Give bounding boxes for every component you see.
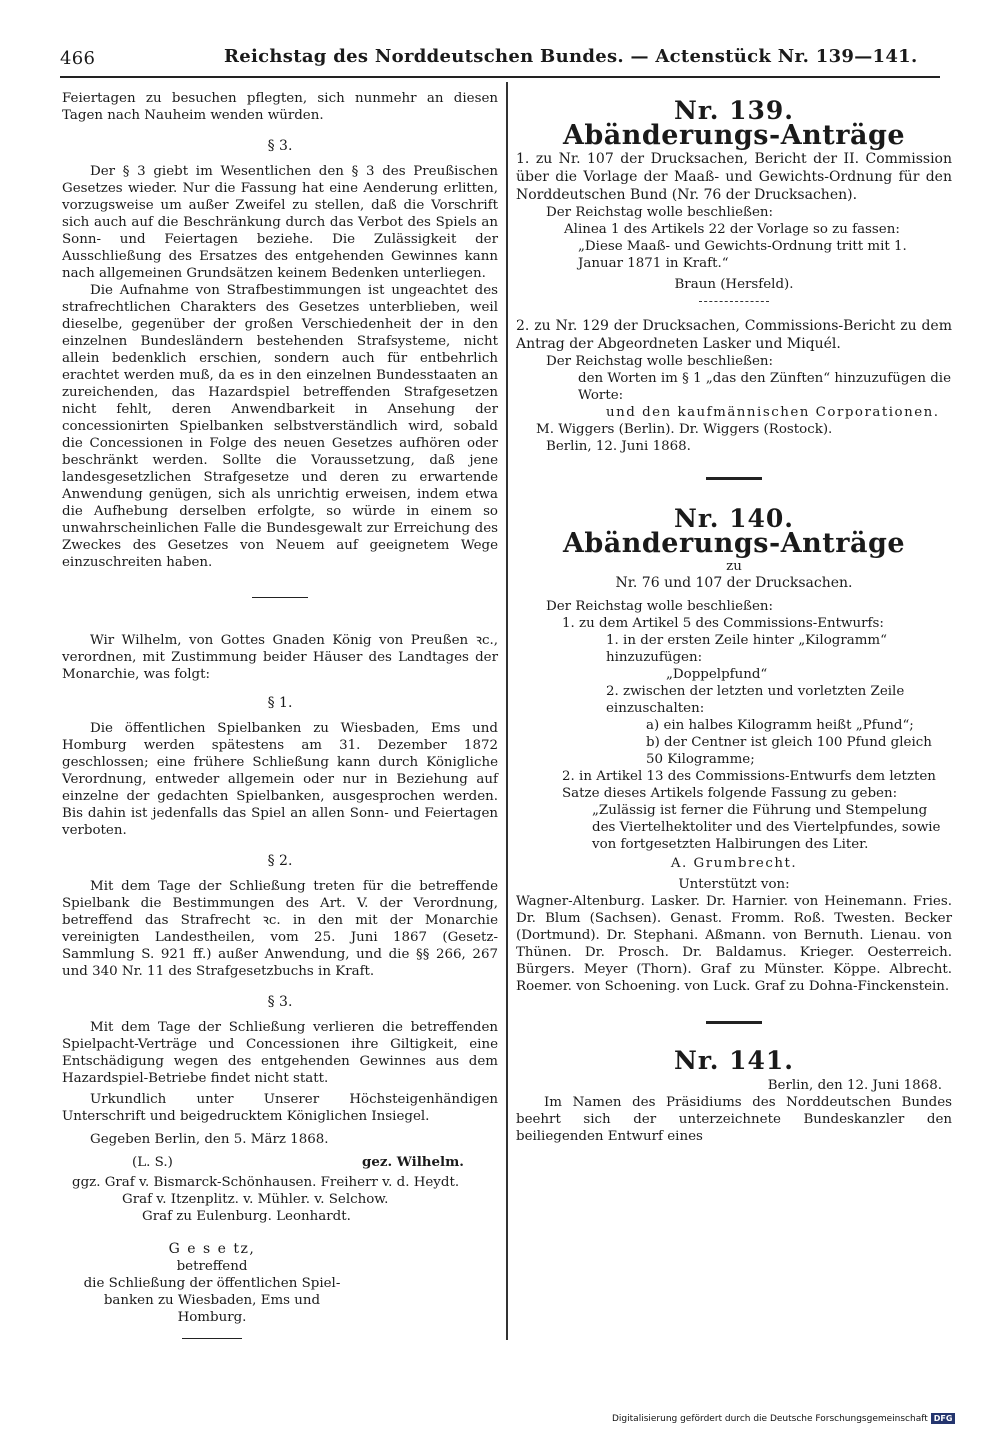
motion-text: Der Reichstag wolle beschließen: <box>546 599 774 614</box>
paragraph: Im Namen des Präsidiums des Norddeutschen Bundes beehrt sich der unterzeichnete Bundeskanzler den beiliegenden Entwurf eines <box>516 1095 952 1144</box>
law-title: Homburg. <box>177 1310 247 1325</box>
section-heading: § 3. <box>267 994 293 1010</box>
separator <box>252 597 308 598</box>
document-number: Nr. 141. <box>673 1046 795 1075</box>
column-divider <box>506 82 508 1340</box>
left-column <box>62 90 498 1339</box>
motion-text: 1. in der ersten Zeile hinter „Kilogramm“ hinzuzufügen: <box>606 633 887 665</box>
separator <box>706 477 762 480</box>
section-heading: § 3. <box>267 138 293 154</box>
separator <box>699 301 769 303</box>
date-line: Berlin, den 12. Juni 1868. <box>767 1078 942 1093</box>
paragraph: Urkundlich unter Unserer Höchsteigenhändigen Unterschrift und beigedrucktem Königlichen Insiegel. <box>62 1092 498 1124</box>
subtitle: Nr. 76 und 107 der Drucksachen. <box>615 575 853 591</box>
supporters-label: Unterstützt von: <box>678 877 790 892</box>
document-title: Abänderungs-Anträge <box>562 528 906 559</box>
paragraph: Der § 3 giebt im Wesentlichen den § 3 des Preußischen Gesetzes wieder. Nur die Fassung hat eine Aenderung erlitten, vorzugsweise um außer Zweifel zu stellen, daß die Vorschrift sich auch auf die Beschränkung durch das Verbot des Spiels an Sonn- und Feiertagen beziehe. Die Zulässigkeit der Ausschließung des Ersatzes des entgehenden Gewinnes kann nach allgemeinen Grundsätzen keinem Bedenken unterliegen. <box>62 164 498 281</box>
separator <box>706 1021 762 1024</box>
countersignature: ggz. Graf v. Bismarck-Schönhausen. Freiherr v. d. Heydt. <box>72 1175 460 1190</box>
paragraph: Feiertagen zu besuchen pflegten, sich nunmehr an diesen Tagen nach Nauheim wenden würden. <box>62 91 498 123</box>
preamble: Wir Wilhelm, von Gottes Gnaden König von Preußen ꝛc., verordnen, mit Zustimmung beider Häuser des Landtages der Monarchie, was folgt: <box>62 633 498 682</box>
header-rule <box>60 76 940 78</box>
law-title: banken zu Wiesbaden, Ems und <box>103 1293 321 1308</box>
document-number: Nr. 139. <box>673 96 795 125</box>
dfg-logo: DFG <box>931 1413 956 1424</box>
date-line: Gegeben Berlin, den 5. März 1868. <box>90 1132 329 1147</box>
motion-text: 1. zu dem Artikel 5 des Commissions-Entwurfs: <box>562 616 884 631</box>
motion-text: „Zulässig ist ferner die Führung und Stempelung des Viertelhektoliter und des Viertelpfundes, sowie von fortgesetzten Halbirungen des Liter. <box>592 803 941 852</box>
motion-item: 1. zu Nr. 107 der Drucksachen, Bericht der II. Commission über die Vorlage der Maaß- und Gewichts-Ordnung für den Norddeutschen Bund (Nr. 76 der Drucksachen). <box>516 151 952 203</box>
page-number: 466 <box>60 48 96 69</box>
section-heading: § 1. <box>267 695 293 711</box>
paragraph: Die öffentlichen Spielbanken zu Wiesbaden, Ems und Homburg werden spätestens am 31. Dezember 1872 geschlossen; eine frühere Schließung kann durch Königliche Verordnung, entweder allgemein oder nur in Beziehung auf einzelne der gedachten Spielbanken, ausgesprochen werden. Bis dahin ist jedenfalls das Spiel an allen Sonn- und Feiertagen verboten. <box>62 721 498 838</box>
signature-row <box>62 1154 498 1174</box>
motion-item: 2. zu Nr. 129 der Drucksachen, Commissions-Bericht zu dem Antrag der Abgeordneten Lasker und Miquél. <box>516 318 952 352</box>
motion-text: den Worten im § 1 „das den Zünften“ hinzuzufügen die Worte: <box>578 371 952 403</box>
signatory: M. Wiggers (Berlin). Dr. Wiggers (Rostock). <box>536 422 833 437</box>
running-title: Reichstag des Norddeutschen Bundes. — Actenstück Nr. 139—141. <box>224 46 918 67</box>
credit-text: Digitalisierung gefördert durch die Deutsche Forschungsgemeinschaft <box>612 1414 928 1424</box>
motion-text: Alinea 1 des Artikels 22 der Vorlage so zu fassen: <box>564 222 900 237</box>
seal-mark: (L. S.) <box>132 1155 173 1170</box>
motion-text: „Diese Maaß- und Gewichts-Ordnung tritt mit 1. Januar 1871 in Kraft.“ <box>578 239 907 271</box>
document-title: Abänderungs-Anträge <box>562 120 906 151</box>
law-title: die Schließung der öffentlichen Spiel- <box>83 1276 341 1291</box>
digitization-credit <box>612 1413 955 1424</box>
motion-text: b) der Centner ist gleich 100 Pfund gleich 50 Kilogramme; <box>646 735 932 767</box>
paragraph: Die Aufnahme von Strafbestimmungen ist ungeachtet des strafrechtlichen Charakters des Gesetzes unterblieben, weil dieselbe, gegenüber der großen Verschiedenheit der in den einzelnen Bundesländern bestehenden Strafsysteme, nicht allein bedenklich erschien, sondern auch für entbehrlich erachtet werden muß, da es in den einzelnen Bundesstaaten an zureichenden, das Hazardspiel betreffenden Strafgesetzen nicht fehlt, deren Anwendbarkeit in Ansehung der concessionirten Spielbanken selbstverständlich wird, sobald die Concessionen in Folge des neuen Gesetzes aufhören oder beschränkt werden. Sollte die Voraussetzung, daß jene landesgesetzlichen Strafgesetze und deren zu erwartende Anwendung genügen, sich als unrichtig erweisen, indem etwa die Aufhebung derselben erfolgte, so würde in einem so unwahrscheinlichen Falle die Bundesgewalt zur Erreichung des Zweckes des Gesetzes von Neuem auf geeignetem Wege einzuschreiten haben. <box>62 283 498 570</box>
right-column <box>516 96 952 1145</box>
motion-text: a) ein halbes Kilogramm heißt „Pfund“; <box>646 718 914 733</box>
date-line: Berlin, 12. Juni 1868. <box>546 439 691 454</box>
motion-text: und den kaufmännischen Corporationen. <box>606 405 940 420</box>
countersignature: Graf v. Itzenplitz. v. Mühler. v. Selchow. <box>122 1192 389 1207</box>
motion-text: 2. zwischen der letzten und vorletzten Zeile einzuschalten: <box>606 684 905 716</box>
motion-text: 2. in Artikel 13 des Commissions-Entwurfs dem letzten Satze dieses Artikels folgende Fassung zu geben: <box>562 769 936 801</box>
law-title: betreffend <box>176 1259 248 1274</box>
signatory: A. Grumbrecht. <box>670 856 798 871</box>
separator <box>182 1338 242 1339</box>
motion-text: Der Reichstag wolle beschließen: <box>546 354 774 369</box>
page-header <box>60 44 940 74</box>
countersignature: Graf zu Eulenburg. Leonhardt. <box>142 1209 351 1224</box>
signatory: Braun (Hersfeld). <box>674 277 794 292</box>
paragraph: Mit dem Tage der Schließung treten für die betreffende Spielbank die Bestimmungen des Art. V. der Verordnung, betreffend das Strafrecht ꝛc. in den mit der Monarchie vereinigten Landestheilen, vom 25. Juni 1867 (Gesetz-Sammlung S. 921 ff.) außer Anwendung, und die §§ 266, 267 und 340 Nr. 11 des Strafgesetzbuchs in Kraft. <box>62 879 498 979</box>
law-title: G e s e tz, <box>168 1241 256 1257</box>
connector: zu <box>726 559 742 574</box>
supporters-list: Wagner-Altenburg. Lasker. Dr. Harnier. von Heinemann. Fries. Dr. Blum (Sachsen). Genast. Fromm. Roß. Twesten. Becker (Dortmund). Dr. Stephani. Aßmann. von Bernuth. Lienau. von Thünen. Dr. Prosch. Dr. Baldamus. Krieger. Oesterreich. Bürgers. Meyer (Thorn). Graf zu Münster. Köppe. Albrecht. Roemer. von Schoening. von Luck. Graf zu Dohna-Finckenstein. <box>516 894 952 994</box>
motion-text: Der Reichstag wolle beschließen: <box>546 205 774 220</box>
document-number: Nr. 140. <box>673 504 795 533</box>
paragraph: Mit dem Tage der Schließung verlieren die betreffenden Spielpacht-Verträge und Concessionen ihre Giltigkeit, eine Entschädigung wegen des entgehenden Gewinnes aus dem Hazardspiel-Betriebe findet nicht statt. <box>62 1020 498 1086</box>
law-title-block <box>62 1241 362 1326</box>
royal-signature: gez. Wilhelm. <box>362 1154 464 1170</box>
motion-text: „Doppelpfund“ <box>666 667 768 682</box>
section-heading: § 2. <box>267 853 293 869</box>
